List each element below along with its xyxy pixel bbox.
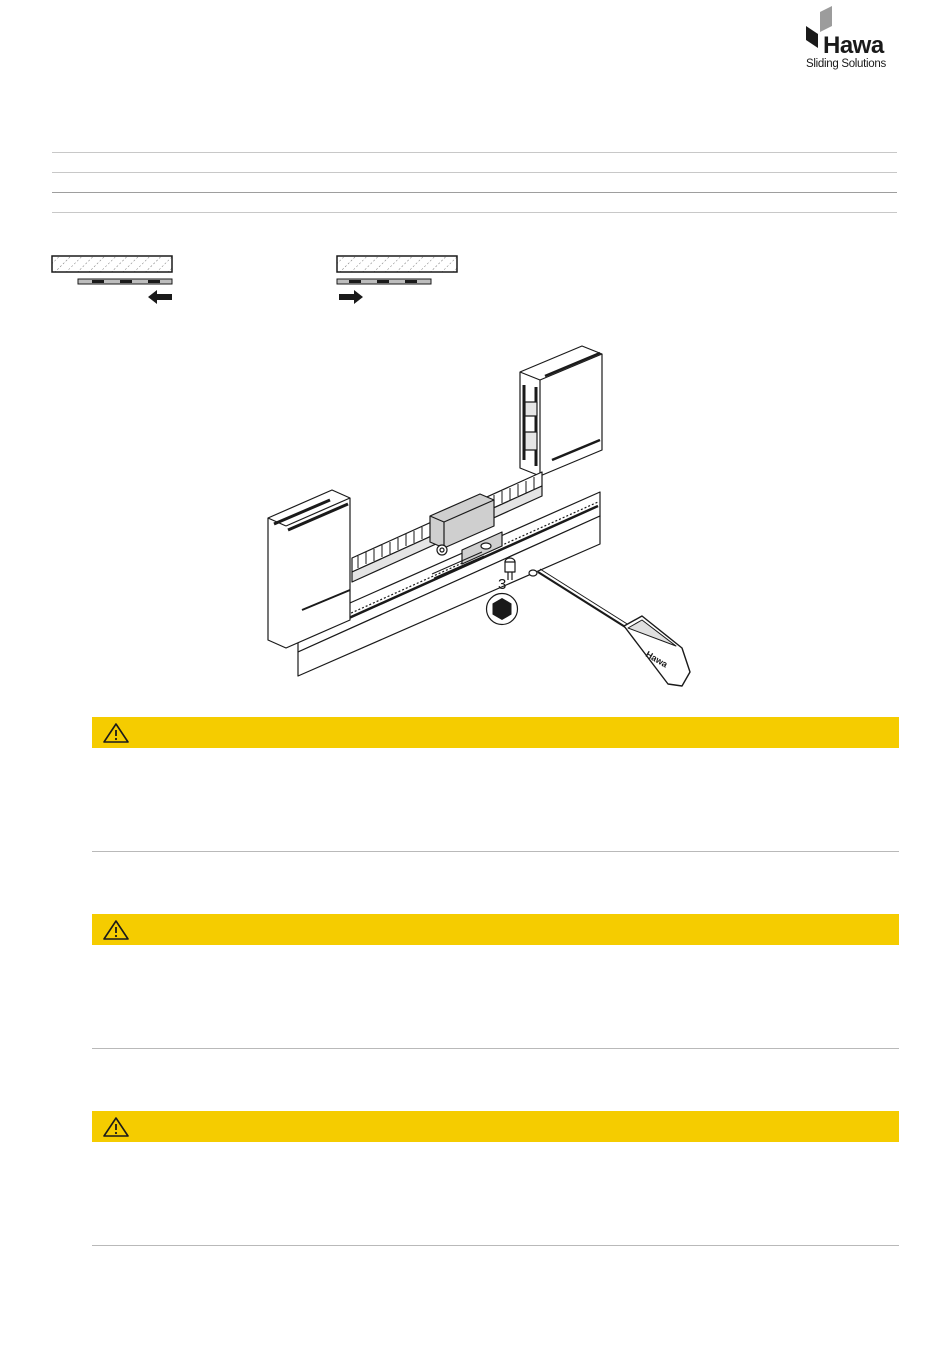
header-rule [52, 192, 897, 193]
track-assembly-drawing [262, 340, 702, 692]
brand-logo [802, 6, 912, 76]
hex-socket-icon [485, 592, 519, 626]
tool-brand-mark: Hawa [644, 649, 670, 670]
warning-triangle-icon [102, 919, 130, 941]
section-divider [92, 1245, 899, 1246]
warning-triangle-icon [102, 722, 130, 744]
direction-diagram-right [335, 254, 461, 306]
warning-banner [92, 914, 899, 945]
header-rule [52, 152, 897, 153]
warning-banner [92, 1111, 899, 1142]
header-rule [52, 172, 897, 173]
warning-banner [92, 717, 899, 748]
direction-diagram-left [50, 254, 176, 306]
logo-wordmark: Hawa [823, 32, 884, 59]
section-divider [92, 1048, 899, 1049]
logo-tagline: Sliding Solutions [806, 58, 886, 70]
assembly-illustration [262, 340, 702, 692]
header-rule [52, 212, 897, 213]
warning-triangle-icon [102, 1116, 130, 1138]
arrow-left-icon [146, 290, 176, 304]
hex-key-size-label: 3 [498, 576, 507, 593]
arrow-right-icon [335, 290, 365, 304]
section-divider [92, 851, 899, 852]
